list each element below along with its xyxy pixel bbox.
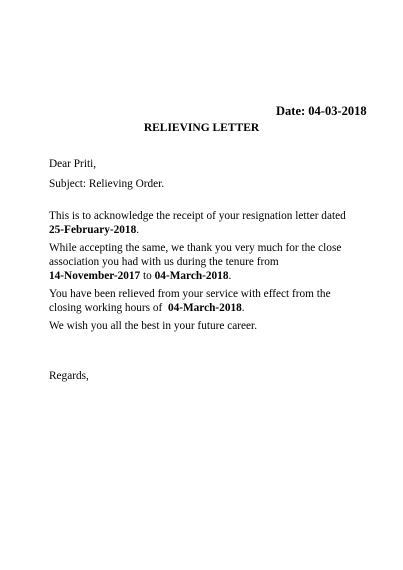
- date-label: Date:: [276, 104, 306, 118]
- punctuation: .: [136, 224, 140, 236]
- letter-date: [276, 104, 367, 119]
- tenure-end-date: 04-March-2018: [154, 270, 229, 282]
- closing-regards: Regards,: [49, 370, 89, 382]
- paragraph-wishes: We wish you all the best in your future career.: [49, 320, 258, 332]
- paragraph-line: association you had with us during the tenure from: [49, 256, 279, 268]
- paragraph-line: You have been relieved from your service with effect from the: [49, 288, 331, 300]
- punctuation: .: [241, 302, 245, 314]
- closing-hours-text: closing working hours of: [49, 302, 163, 314]
- paragraph-line: [49, 223, 369, 237]
- tenure-start-date: 14-November-2017: [49, 270, 141, 282]
- letter-title: RELIEVING LETTER: [143, 122, 260, 134]
- salutation: Dear Priti,: [49, 158, 97, 170]
- paragraph-line: This is to acknowledge the receipt of your resignation letter dated: [49, 210, 346, 222]
- paragraph-relieved: [49, 287, 369, 315]
- paragraph-line: [49, 301, 369, 315]
- to-word: to: [143, 270, 152, 282]
- relieving-date: 04-March-2018: [167, 302, 242, 314]
- paragraph-line: [49, 269, 369, 283]
- subject-line: Subject: Relieving Order.: [49, 178, 165, 190]
- punctuation: .: [228, 270, 232, 282]
- paragraph-acknowledgement: [49, 209, 369, 237]
- paragraph-line: While accepting the same, we thank you very much for the close: [49, 242, 342, 254]
- resignation-date: 25-February-2018: [49, 224, 137, 236]
- paragraph-tenure: [49, 241, 369, 283]
- date-value: 04-03-2018: [308, 104, 367, 118]
